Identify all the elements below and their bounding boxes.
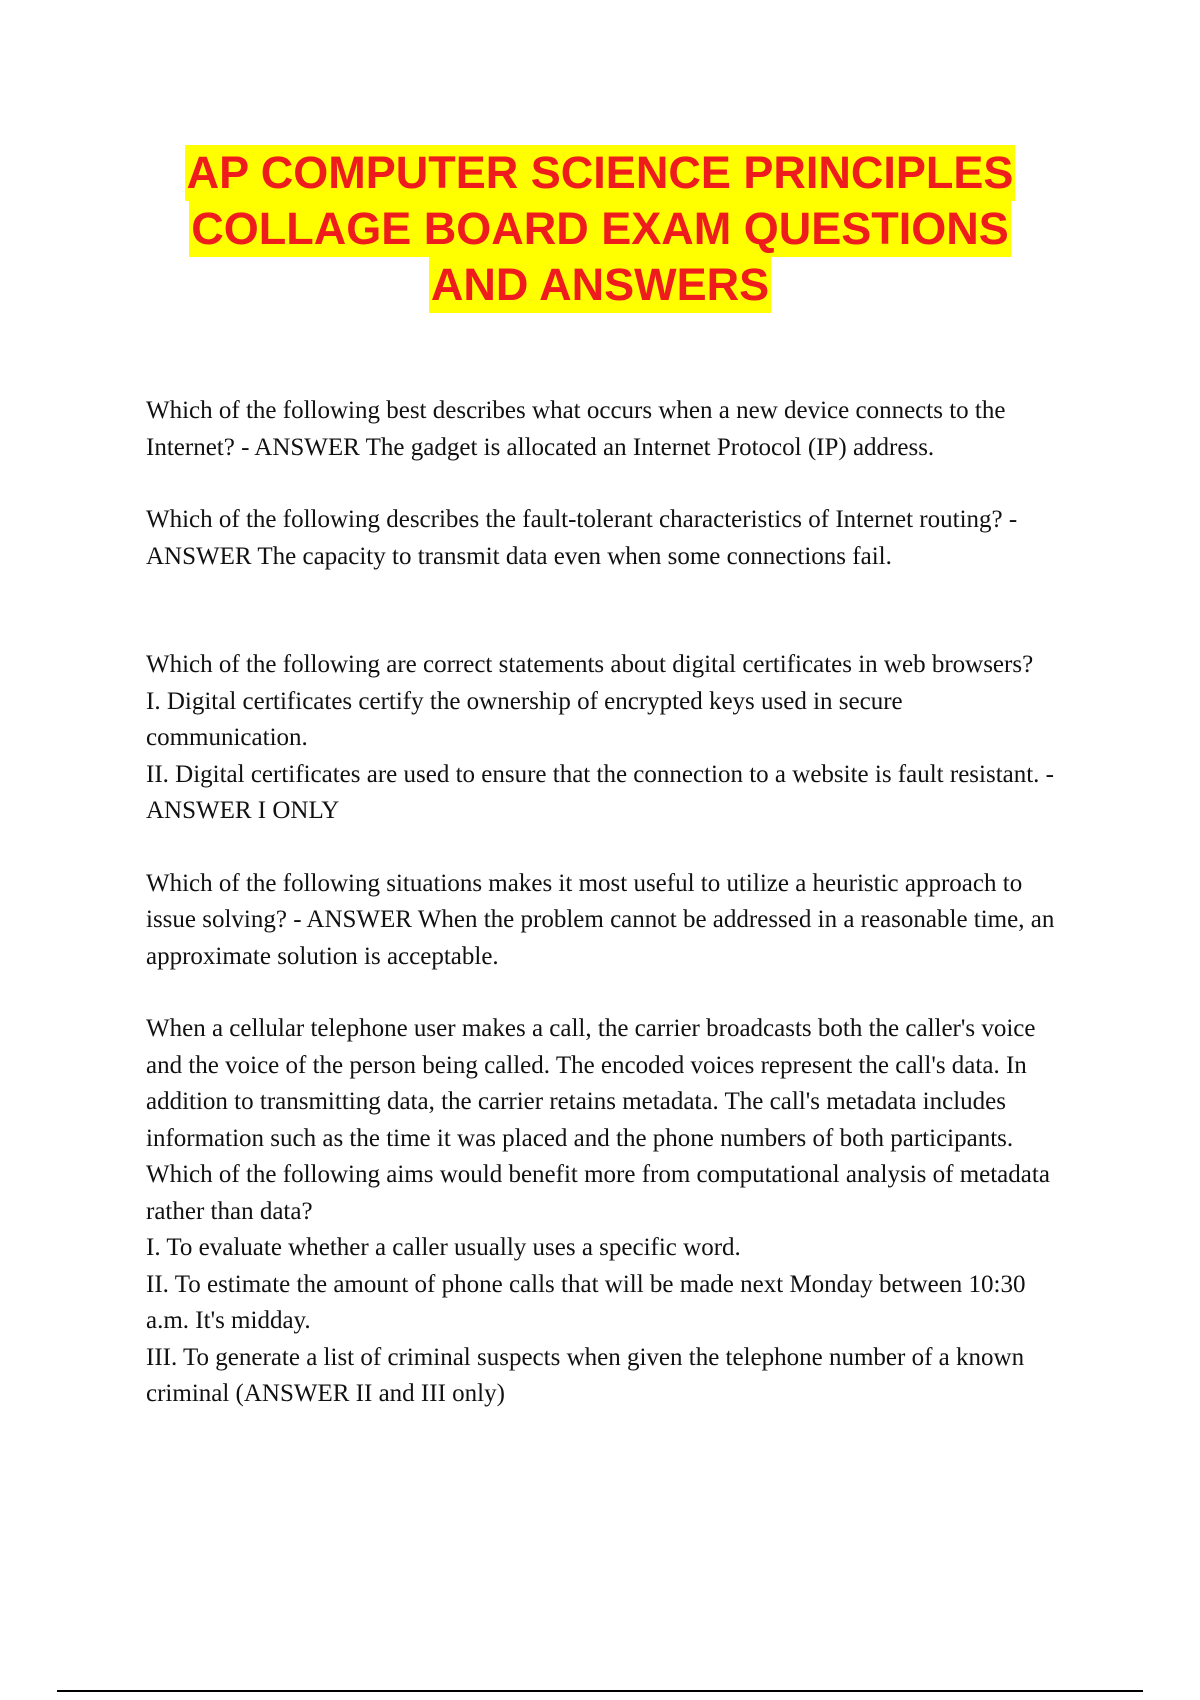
qa-list — [146, 393, 1066, 1413]
qa-item-fault-tolerance: Which of the following describes the fault-tolerant characteristics of Internet routing? - ANSWER The capacity to transmit data even when some connections fail. — [146, 506, 1018, 570]
document-title — [0, 145, 1200, 313]
qa-item-metadata: When a cellular telephone user makes a call, the carrier broadcasts both the caller's voice and the voice of the person being called. The encoded voices represent the call's data. In addition to transmitting data, the carrier retains metadata. The call's metadata includes information such as the time it was placed and the phone numbers of both participants. Which of the following aims would benefit more from computational analysis of metadata rather than data? I. To evaluate whether a caller usually uses a specific word. II. To estimate the amount of phone calls that will be made next Monday between 10:30 a.m. It's midday. III. To generate a list of criminal suspects when given the telephone number of a known criminal (ANSWER II and III only) — [146, 1015, 1050, 1407]
page-bottom-rule — [57, 1690, 1143, 1692]
title-line-3: AND ANSWERS — [429, 257, 771, 313]
qa-item-ip-address: Which of the following best describes what occurs when a new device connects to the Internet? - ANSWER The gadget is allocated an Internet Protocol (IP) address. — [146, 397, 1006, 461]
title-line-2: COLLAGE BOARD EXAM QUESTIONS — [189, 201, 1011, 257]
title-line-1: AP COMPUTER SCIENCE PRINCIPLES — [185, 145, 1016, 201]
qa-item-digital-certificates: Which of the following are correct statements about digital certificates in web browsers? I. Digital certificates certify the ownership of encrypted keys used in secure communication. II. Digital certificates are used to ensure that the connection to a website is fault resistant. - ANSWER I ONLY — [146, 651, 1055, 824]
qa-item-heuristic: Which of the following situations makes it most useful to utilize a heuristic approach to issue solving? - ANSWER When the problem cannot be addressed in a reasonable time, an approximate solution is acceptable. — [146, 869, 1055, 970]
